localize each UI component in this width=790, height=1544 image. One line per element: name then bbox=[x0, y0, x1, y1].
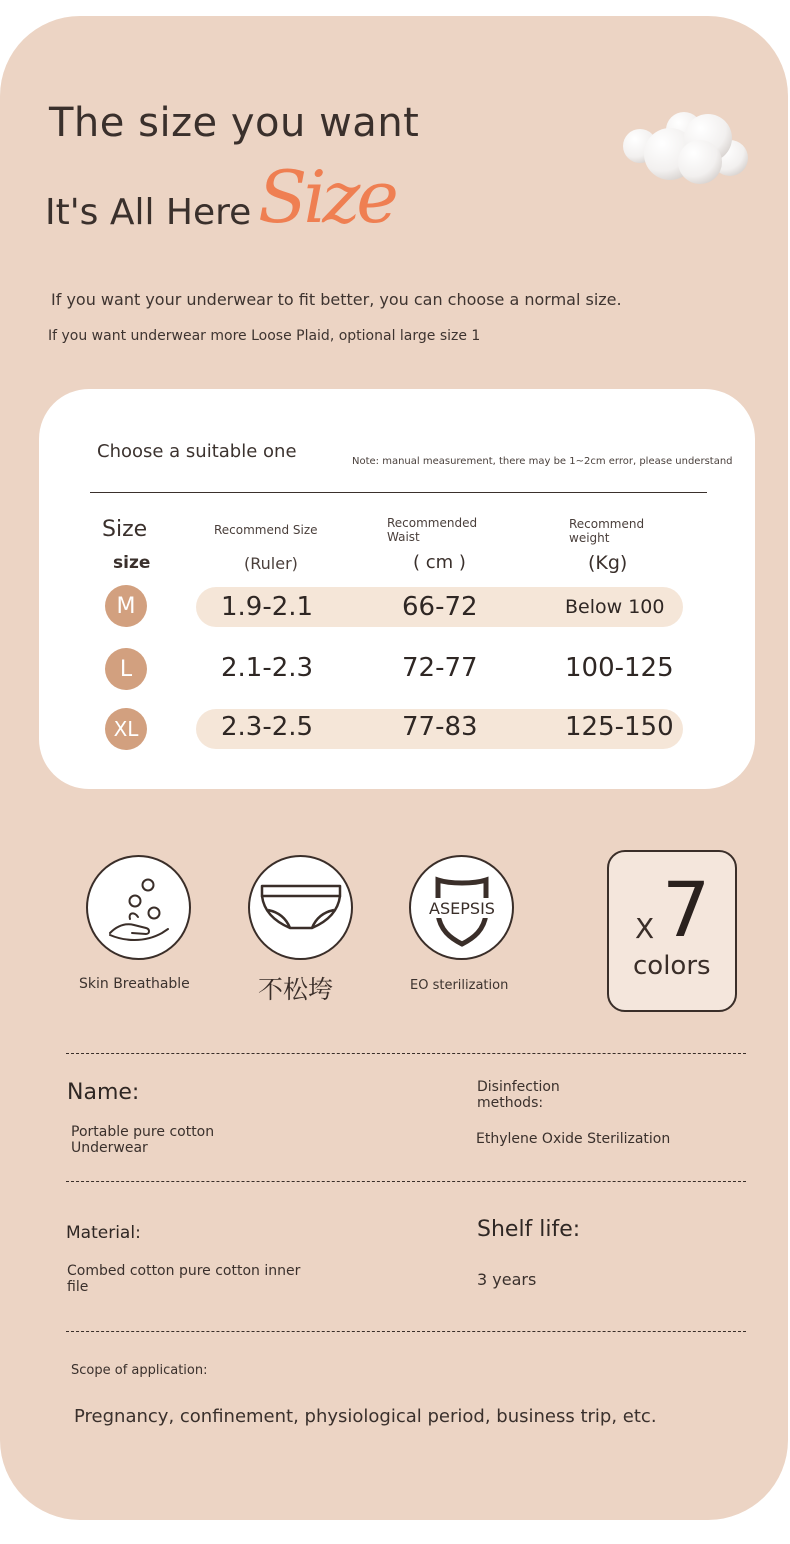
header-waist bbox=[387, 516, 477, 544]
size-badge: M bbox=[105, 585, 147, 627]
dashed-divider bbox=[66, 1053, 746, 1054]
scope-value: Pregnancy, confinement, physiological period, business trip, etc. bbox=[74, 1406, 657, 1427]
name-label: Name: bbox=[67, 1080, 140, 1105]
table-cell-waist: 77-83 bbox=[402, 712, 478, 742]
header-waist-line-1: Recommended bbox=[387, 516, 478, 530]
asepsis-shield-icon bbox=[422, 868, 502, 948]
header-ruler: Recommend Size bbox=[214, 523, 318, 537]
header-weight bbox=[569, 517, 644, 545]
colors-prefix: X bbox=[635, 912, 655, 945]
feature-eo-sterilization bbox=[409, 855, 514, 960]
feature-label: Skin Breathable bbox=[79, 976, 190, 992]
disinfection-label-line-2: methods: bbox=[477, 1095, 544, 1111]
feature-label: 不松垮 bbox=[258, 975, 334, 1004]
feature-skin-breathable bbox=[86, 855, 191, 960]
table-cell-weight: Below 100 bbox=[565, 596, 665, 618]
asepsis-icon-text: ASEPSIS bbox=[428, 898, 495, 918]
dashed-divider bbox=[66, 1181, 746, 1182]
header-ruler-unit: (Ruler) bbox=[244, 554, 298, 573]
card-note: Note: manual measurement, there may be 1~2cm error, please understand bbox=[352, 456, 733, 467]
header-size: Size bbox=[102, 517, 148, 542]
table-cell-ruler: 2.1-2.3 bbox=[221, 653, 314, 683]
feature-no-loose bbox=[248, 855, 353, 960]
colors-label: colors bbox=[633, 951, 711, 981]
scope-label: Scope of application: bbox=[71, 1363, 208, 1378]
header-size-sub: size bbox=[113, 553, 151, 573]
card-divider bbox=[90, 492, 707, 493]
underwear-icon bbox=[256, 878, 346, 938]
header-weight-line-1: Recommend bbox=[569, 517, 645, 531]
page-title: The size you want bbox=[49, 100, 420, 146]
page-subtitle: It's All Here bbox=[45, 192, 252, 233]
intro-line-1: If you want your underwear to fit better, you can choose a normal size. bbox=[51, 290, 622, 309]
name-value bbox=[71, 1124, 214, 1156]
name-value-line-2: Underwear bbox=[71, 1140, 148, 1156]
card-title: Choose a suitable one bbox=[97, 441, 297, 462]
material-value-line-2: file bbox=[67, 1279, 89, 1295]
script-word: Size bbox=[258, 155, 395, 239]
hand-bubbles-icon bbox=[104, 873, 174, 943]
table-cell-waist: 72-77 bbox=[402, 653, 478, 683]
header-weight-line-2: weight bbox=[569, 531, 610, 545]
table-cell-ruler: 2.3-2.5 bbox=[221, 712, 314, 742]
size-badge: L bbox=[105, 648, 147, 690]
table-cell-weight: 125-150 bbox=[565, 712, 674, 742]
disinfection-label bbox=[477, 1079, 560, 1111]
material-value-line-1: Combed cotton pure cotton inner bbox=[67, 1263, 301, 1279]
table-cell-waist: 66-72 bbox=[402, 592, 478, 622]
material-label: Material: bbox=[66, 1223, 141, 1243]
header-waist-unit: ( cm ) bbox=[413, 552, 466, 573]
dashed-divider bbox=[66, 1331, 746, 1332]
header-waist-line-2: Waist bbox=[387, 530, 420, 544]
feature-label: EO sterilization bbox=[410, 978, 509, 993]
table-cell-weight: 100-125 bbox=[565, 653, 674, 683]
intro-line-2: If you want underwear more Loose Plaid, optional large size 1 bbox=[48, 328, 481, 344]
size-badge: XL bbox=[105, 708, 147, 750]
shelf-life-value: 3 years bbox=[477, 1270, 537, 1289]
name-value-line-1: Portable pure cotton bbox=[71, 1124, 215, 1140]
material-value bbox=[67, 1263, 300, 1295]
disinfection-label-line-1: Disinfection bbox=[477, 1079, 560, 1095]
header-weight-unit: (Kg) bbox=[588, 552, 628, 574]
shelf-life-label: Shelf life: bbox=[477, 1217, 581, 1242]
table-cell-ruler: 1.9-2.1 bbox=[221, 592, 314, 622]
cloud-icon bbox=[618, 108, 754, 190]
colors-count: 7 bbox=[662, 865, 711, 954]
disinfection-value: Ethylene Oxide Sterilization bbox=[476, 1131, 671, 1147]
